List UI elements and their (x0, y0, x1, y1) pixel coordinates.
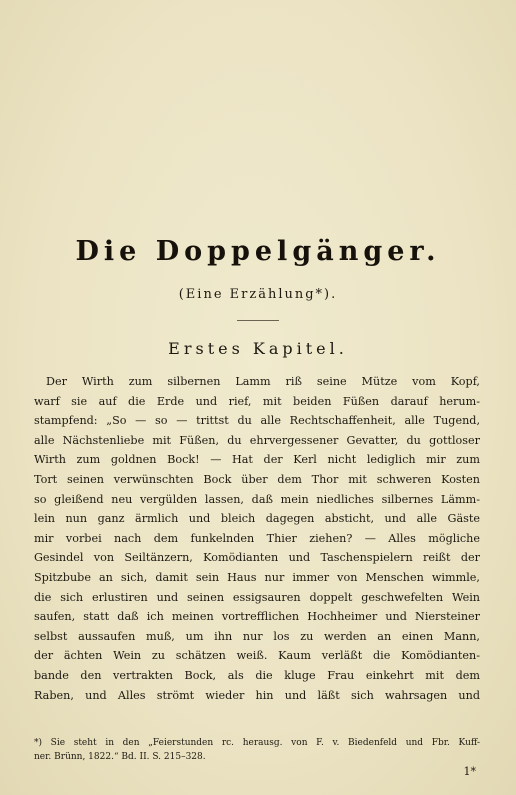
body-line: lein nun ganz ärmlich und bleich dagegen absticht, und alle Gäste (34, 512, 480, 526)
body-line: mir vorbei nach dem funkelnden Thier ziehen? — Alles mögliche (34, 531, 480, 545)
body-line: Der Wirth zum silbernen Lamm riß seine Mütze vom Kopf, (46, 375, 480, 388)
body-line: stampfend: „So — so — trittst du alle Rechtschaffenheit, alle Tugend, (34, 414, 480, 428)
footnote-line: *) Sie steht in den „Feierstunden rc. herausg. von F. v. Biedenfeld und Fbr. Kuff- (34, 738, 480, 748)
body-line: selbst aussaufen muß, um ihn nur los zu werden an einen Mann, (34, 629, 480, 643)
body-line: alle Nächstenliebe mit Füßen, du ehrvergessener Gevatter, du gottloser (34, 433, 480, 447)
footnote (34, 736, 480, 764)
title-divider (237, 320, 279, 321)
body-line: warf sie auf die Erde und rief, mit beiden Füßen darauf herum- (34, 394, 480, 408)
body-line: Gesindel von Seiltänzern, Komödianten und Taschenspielern reißt der (34, 551, 480, 565)
body-line: Wirth zum goldnen Bock! — Hat der Kerl nicht lediglich mir zum (34, 453, 480, 467)
body-line: der ächten Wein zu schätzen weiß. Kaum verläßt die Komödianten- (34, 649, 480, 663)
story-title: Die Doppelgänger. (75, 236, 441, 267)
printer-signature-mark: 1* (463, 765, 476, 778)
body-line: Tort seinen verwünschten Bock über dem Thor mit schweren Kosten (34, 472, 480, 486)
body-line: so gleißend neu vergülden lassen, daß mein niedliches silbernes Lämm- (34, 492, 480, 506)
body-line: Spitzbube an sich, damit sein Haus nur immer von Menschen wimmle, (34, 570, 480, 584)
footnote-line: ner. Brünn, 1822.“ Bd. II. S. 215–328. (34, 752, 206, 762)
body-line: Raben, und Alles strömt wieder hin und läßt sich wahrsagen und (34, 688, 480, 702)
story-subtitle: (Eine Erzählung*). (178, 287, 338, 302)
chapter-heading: Erstes Kapitel. (168, 339, 348, 358)
body-line: die sich erlustiren und seinen essigsauren doppelt geschwefelten Wein (34, 590, 480, 604)
body-line: bande den vertrakten Bock, als die kluge Frau einkehrt mit dem (34, 668, 480, 682)
body-text (34, 372, 480, 705)
body-line: saufen, statt daß ich meinen vortrefflichen Hochheimer und Niersteiner (34, 610, 480, 624)
